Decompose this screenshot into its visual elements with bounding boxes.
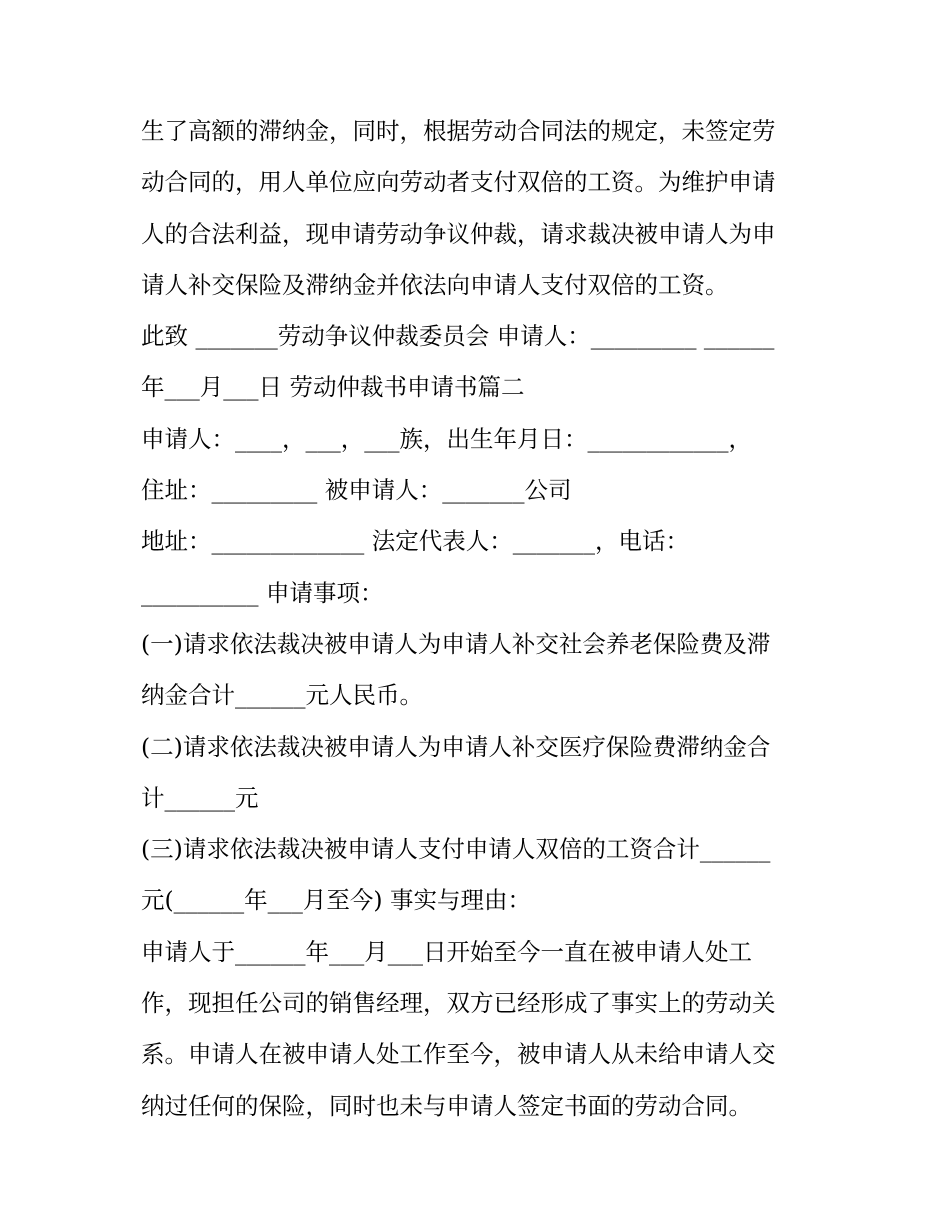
text-line: 此致 _______劳动争议仲裁委员会 申请人：_________ ______	[141, 322, 775, 351]
text-line: 人的合法利益，现申请劳动争议仲裁，请求裁决被申请人为申	[141, 219, 776, 248]
text-line: 纳金合计______元人民币。	[141, 681, 423, 710]
document-body	[141, 108, 821, 1134]
text-line: 申请人于______年___月___日开始至今一直在被申请人处工	[141, 937, 752, 966]
text-line: 地址：_____________ 法定代表人：_______，电话：	[141, 527, 689, 556]
text-line: 纳过任何的保险，同时也未与申请人签定书面的劳动合同。	[141, 1091, 752, 1120]
text-line: __________ 申请事项：	[141, 578, 384, 607]
claim-item-3: (三)请求依法裁决被申请人支付申请人双倍的工资合计______	[141, 835, 771, 864]
section-heading-line: 年___月___日 劳动仲裁书申请书篇二	[141, 373, 525, 402]
text-line: 计______元	[141, 783, 259, 812]
text-line: 元(______年___月至今) 事实与理由：	[141, 886, 532, 915]
claim-item-1: (一)请求依法裁决被申请人为申请人补交社会养老保险费及滞	[141, 629, 771, 658]
text-line: 住址：_________ 被申请人：_______公司	[141, 476, 572, 505]
text-line: 系。申请人在被申请人处工作至今，被申请人从未给申请人交	[141, 1040, 776, 1069]
text-line: 请人补交保险及滞纳金并依法向申请人支付双倍的工资。	[141, 270, 729, 299]
claim-item-2: (二)请求依法裁决被申请人为申请人补交医疗保险费滞纳金合	[141, 732, 771, 761]
text-line: 作，现担任公司的销售经理，双方已经形成了事实上的劳动关	[141, 989, 776, 1018]
text-line: 生了高额的滞纳金，同时，根据劳动合同法的规定，未签定劳	[141, 117, 776, 145]
text-line: 申请人：____，___，___族，出生年月日：____________，	[141, 424, 752, 453]
text-line: 动合同的，用人单位应向劳动者支付双倍的工资。为维护申请	[141, 168, 776, 197]
